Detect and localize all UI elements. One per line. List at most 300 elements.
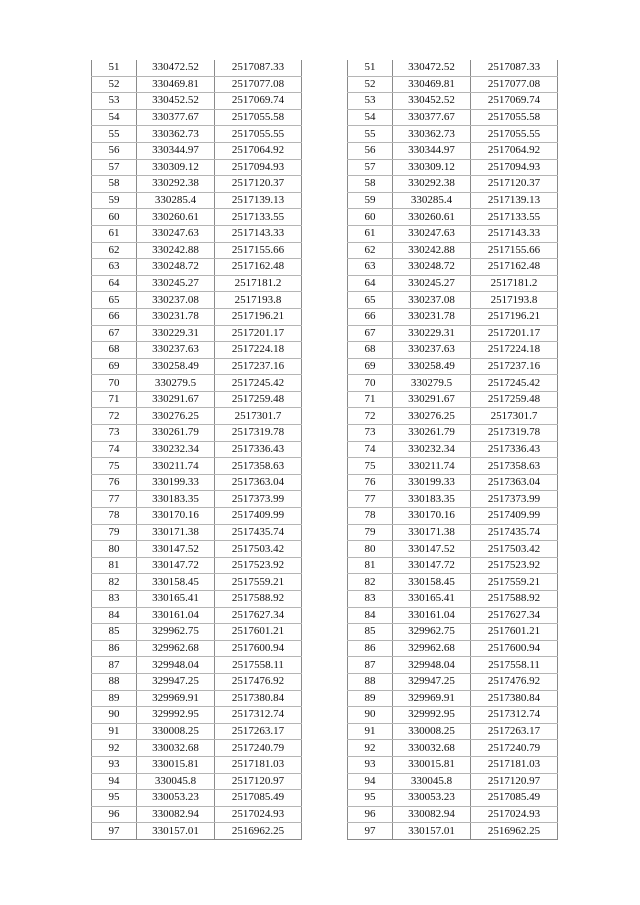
table-row [92, 76, 302, 93]
x-coordinate-cell: 330247.63 [137, 225, 215, 242]
table-row [348, 408, 558, 425]
table-row [348, 607, 558, 624]
point-number-cell: 89 [92, 690, 137, 707]
x-coordinate-cell: 330344.97 [393, 142, 471, 159]
table-row [348, 823, 558, 840]
y-coordinate-cell: 2517193.8 [215, 292, 302, 309]
y-coordinate-cell: 2517627.34 [215, 607, 302, 624]
x-coordinate-cell: 330245.27 [137, 275, 215, 292]
table-row [348, 690, 558, 707]
x-coordinate-cell: 330452.52 [137, 93, 215, 110]
table-row [348, 574, 558, 591]
x-coordinate-cell: 330242.88 [393, 242, 471, 259]
point-number-cell: 82 [92, 574, 137, 591]
table-row [348, 159, 558, 176]
y-coordinate-cell: 2517055.55 [471, 126, 558, 143]
table-row [92, 159, 302, 176]
table-row [348, 458, 558, 475]
point-number-cell: 76 [92, 474, 137, 491]
table-row [92, 474, 302, 491]
x-coordinate-cell: 330147.72 [137, 557, 215, 574]
table-row [348, 723, 558, 740]
table-row [92, 823, 302, 840]
point-number-cell: 65 [348, 292, 393, 309]
point-number-cell: 61 [348, 225, 393, 242]
x-coordinate-cell: 330199.33 [393, 474, 471, 491]
table-row [348, 375, 558, 392]
x-coordinate-cell: 330291.67 [393, 391, 471, 408]
point-number-cell: 93 [348, 756, 393, 773]
x-coordinate-cell: 330171.38 [137, 524, 215, 541]
table-row [92, 342, 302, 359]
table-row [92, 458, 302, 475]
table-row [92, 425, 302, 442]
x-coordinate-cell: 330472.52 [393, 60, 471, 76]
y-coordinate-cell: 2517224.18 [471, 342, 558, 359]
table-row [348, 425, 558, 442]
table-row [348, 325, 558, 342]
x-coordinate-cell: 330469.81 [137, 76, 215, 93]
y-coordinate-cell: 2517181.03 [471, 756, 558, 773]
table-row [348, 391, 558, 408]
x-coordinate-cell: 329947.25 [393, 673, 471, 690]
point-number-cell: 75 [92, 458, 137, 475]
table-row [92, 391, 302, 408]
x-coordinate-cell: 330285.4 [393, 192, 471, 209]
point-number-cell: 86 [92, 640, 137, 657]
table-row [348, 790, 558, 807]
x-coordinate-cell: 330248.72 [393, 259, 471, 276]
table-row [348, 60, 558, 76]
y-coordinate-cell: 2517435.74 [471, 524, 558, 541]
coordinate-table-left-body [92, 60, 302, 839]
table-row [92, 192, 302, 209]
x-coordinate-cell: 330260.61 [137, 209, 215, 226]
point-number-cell: 84 [92, 607, 137, 624]
point-number-cell: 63 [348, 259, 393, 276]
point-number-cell: 67 [348, 325, 393, 342]
point-number-cell: 69 [92, 358, 137, 375]
y-coordinate-cell: 2517588.92 [471, 591, 558, 608]
table-row [348, 126, 558, 143]
y-coordinate-cell: 2517120.37 [471, 176, 558, 193]
y-coordinate-cell: 2517301.7 [215, 408, 302, 425]
point-number-cell: 83 [348, 591, 393, 608]
table-row [92, 225, 302, 242]
x-coordinate-cell: 330285.4 [137, 192, 215, 209]
y-coordinate-cell: 2516962.25 [471, 823, 558, 840]
y-coordinate-cell: 2517435.74 [215, 524, 302, 541]
y-coordinate-cell: 2517201.17 [471, 325, 558, 342]
x-coordinate-cell: 330147.52 [137, 541, 215, 558]
x-coordinate-cell: 330377.67 [137, 109, 215, 126]
table-row [348, 756, 558, 773]
point-number-cell: 91 [348, 723, 393, 740]
y-coordinate-cell: 2517358.63 [215, 458, 302, 475]
point-number-cell: 70 [92, 375, 137, 392]
y-coordinate-cell: 2517120.97 [471, 773, 558, 790]
x-coordinate-cell: 329992.95 [137, 707, 215, 724]
y-coordinate-cell: 2517069.74 [471, 93, 558, 110]
point-number-cell: 60 [92, 209, 137, 226]
point-number-cell: 81 [348, 557, 393, 574]
y-coordinate-cell: 2517588.92 [215, 591, 302, 608]
y-coordinate-cell: 2517087.33 [215, 60, 302, 76]
y-coordinate-cell: 2517476.92 [215, 673, 302, 690]
table-row [92, 142, 302, 159]
x-coordinate-cell: 330292.38 [137, 176, 215, 193]
x-coordinate-cell: 330276.25 [393, 408, 471, 425]
y-coordinate-cell: 2517024.93 [215, 806, 302, 823]
point-number-cell: 65 [92, 292, 137, 309]
point-number-cell: 66 [92, 308, 137, 325]
x-coordinate-cell: 330279.5 [137, 375, 215, 392]
x-coordinate-cell: 329948.04 [137, 657, 215, 674]
x-coordinate-cell: 330008.25 [393, 723, 471, 740]
point-number-cell: 87 [92, 657, 137, 674]
y-coordinate-cell: 2517523.92 [215, 557, 302, 574]
x-coordinate-cell: 330472.52 [137, 60, 215, 76]
point-number-cell: 69 [348, 358, 393, 375]
point-number-cell: 63 [92, 259, 137, 276]
x-coordinate-cell: 330045.8 [393, 773, 471, 790]
y-coordinate-cell: 2517245.42 [471, 375, 558, 392]
x-coordinate-cell: 330237.63 [393, 342, 471, 359]
y-coordinate-cell: 2517055.58 [215, 109, 302, 126]
point-number-cell: 82 [348, 574, 393, 591]
y-coordinate-cell: 2517523.92 [471, 557, 558, 574]
y-coordinate-cell: 2517559.21 [215, 574, 302, 591]
coordinate-table-right-body [348, 60, 558, 839]
x-coordinate-cell: 330147.72 [393, 557, 471, 574]
table-row [92, 707, 302, 724]
y-coordinate-cell: 2517193.8 [471, 292, 558, 309]
point-number-cell: 80 [348, 541, 393, 558]
x-coordinate-cell: 330245.27 [393, 275, 471, 292]
point-number-cell: 52 [92, 76, 137, 93]
table-row [348, 640, 558, 657]
y-coordinate-cell: 2517120.37 [215, 176, 302, 193]
table-row [92, 640, 302, 657]
x-coordinate-cell: 330032.68 [393, 740, 471, 757]
table-row [92, 491, 302, 508]
table-row [348, 225, 558, 242]
table-row [92, 292, 302, 309]
point-number-cell: 57 [92, 159, 137, 176]
y-coordinate-cell: 2517627.34 [471, 607, 558, 624]
table-row [92, 624, 302, 641]
table-row [92, 790, 302, 807]
point-number-cell: 92 [348, 740, 393, 757]
point-number-cell: 72 [92, 408, 137, 425]
y-coordinate-cell: 2517301.7 [471, 408, 558, 425]
x-coordinate-cell: 330053.23 [137, 790, 215, 807]
table-row [92, 557, 302, 574]
table-row [92, 524, 302, 541]
y-coordinate-cell: 2517259.48 [215, 391, 302, 408]
point-number-cell: 55 [92, 126, 137, 143]
table-row [348, 441, 558, 458]
table-row [348, 557, 558, 574]
point-number-cell: 72 [348, 408, 393, 425]
point-number-cell: 88 [92, 673, 137, 690]
table-row [348, 591, 558, 608]
point-number-cell: 71 [92, 391, 137, 408]
x-coordinate-cell: 330147.52 [393, 541, 471, 558]
y-coordinate-cell: 2517259.48 [471, 391, 558, 408]
point-number-cell: 85 [92, 624, 137, 641]
point-number-cell: 96 [348, 806, 393, 823]
table-row [92, 126, 302, 143]
table-row [348, 508, 558, 525]
point-number-cell: 67 [92, 325, 137, 342]
y-coordinate-cell: 2517363.04 [215, 474, 302, 491]
x-coordinate-cell: 330183.35 [137, 491, 215, 508]
x-coordinate-cell: 330008.25 [137, 723, 215, 740]
point-number-cell: 64 [92, 275, 137, 292]
table-row [348, 93, 558, 110]
table-row [92, 574, 302, 591]
y-coordinate-cell: 2517319.78 [471, 425, 558, 442]
point-number-cell: 78 [348, 508, 393, 525]
point-number-cell: 86 [348, 640, 393, 657]
point-number-cell: 53 [348, 93, 393, 110]
table-row [92, 673, 302, 690]
x-coordinate-cell: 330232.34 [393, 441, 471, 458]
y-coordinate-cell: 2517077.08 [215, 76, 302, 93]
y-coordinate-cell: 2517409.99 [471, 508, 558, 525]
point-number-cell: 51 [92, 60, 137, 76]
y-coordinate-cell: 2517503.42 [471, 541, 558, 558]
table-row [92, 275, 302, 292]
x-coordinate-cell: 329962.75 [393, 624, 471, 641]
point-number-cell: 90 [348, 707, 393, 724]
table-row [348, 142, 558, 159]
x-coordinate-cell: 330161.04 [393, 607, 471, 624]
y-coordinate-cell: 2517559.21 [471, 574, 558, 591]
point-number-cell: 59 [92, 192, 137, 209]
x-coordinate-cell: 330309.12 [393, 159, 471, 176]
x-coordinate-cell: 330211.74 [137, 458, 215, 475]
x-coordinate-cell: 330082.94 [393, 806, 471, 823]
point-number-cell: 91 [92, 723, 137, 740]
x-coordinate-cell: 330229.31 [137, 325, 215, 342]
table-row [348, 209, 558, 226]
y-coordinate-cell: 2517196.21 [471, 308, 558, 325]
table-row [92, 109, 302, 126]
table-row [92, 242, 302, 259]
point-number-cell: 61 [92, 225, 137, 242]
y-coordinate-cell: 2517120.97 [215, 773, 302, 790]
table-row [92, 441, 302, 458]
table-row [348, 242, 558, 259]
x-coordinate-cell: 330377.67 [393, 109, 471, 126]
table-row [92, 607, 302, 624]
point-number-cell: 97 [348, 823, 393, 840]
point-number-cell: 56 [348, 142, 393, 159]
point-number-cell: 71 [348, 391, 393, 408]
point-number-cell: 52 [348, 76, 393, 93]
y-coordinate-cell: 2517245.42 [215, 375, 302, 392]
x-coordinate-cell: 330170.16 [393, 508, 471, 525]
x-coordinate-cell: 330260.61 [393, 209, 471, 226]
point-number-cell: 59 [348, 192, 393, 209]
x-coordinate-cell: 330211.74 [393, 458, 471, 475]
point-number-cell: 80 [92, 541, 137, 558]
table-row [92, 176, 302, 193]
table-row [92, 60, 302, 76]
x-coordinate-cell: 329969.91 [393, 690, 471, 707]
point-number-cell: 68 [92, 342, 137, 359]
y-coordinate-cell: 2517094.93 [215, 159, 302, 176]
table-row [348, 707, 558, 724]
table-row [92, 408, 302, 425]
y-coordinate-cell: 2517601.21 [471, 624, 558, 641]
table-row [92, 773, 302, 790]
x-coordinate-cell: 330237.08 [137, 292, 215, 309]
x-coordinate-cell: 330258.49 [137, 358, 215, 375]
y-coordinate-cell: 2517312.74 [471, 707, 558, 724]
table-row [348, 673, 558, 690]
y-coordinate-cell: 2517237.16 [471, 358, 558, 375]
x-coordinate-cell: 330229.31 [393, 325, 471, 342]
x-coordinate-cell: 329948.04 [393, 657, 471, 674]
point-number-cell: 62 [348, 242, 393, 259]
y-coordinate-cell: 2517336.43 [215, 441, 302, 458]
x-coordinate-cell: 330248.72 [137, 259, 215, 276]
table-row [348, 176, 558, 193]
x-coordinate-cell: 330279.5 [393, 375, 471, 392]
point-number-cell: 75 [348, 458, 393, 475]
point-number-cell: 74 [348, 441, 393, 458]
table-row [348, 76, 558, 93]
point-number-cell: 92 [92, 740, 137, 757]
point-number-cell: 64 [348, 275, 393, 292]
point-number-cell: 95 [92, 790, 137, 807]
point-number-cell: 58 [92, 176, 137, 193]
point-number-cell: 87 [348, 657, 393, 674]
point-number-cell: 66 [348, 308, 393, 325]
table-row [92, 259, 302, 276]
y-coordinate-cell: 2517201.17 [215, 325, 302, 342]
x-coordinate-cell: 329969.91 [137, 690, 215, 707]
x-coordinate-cell: 330165.41 [393, 591, 471, 608]
table-row [348, 308, 558, 325]
table-row [92, 591, 302, 608]
x-coordinate-cell: 330045.8 [137, 773, 215, 790]
y-coordinate-cell: 2517094.93 [471, 159, 558, 176]
x-coordinate-cell: 330242.88 [137, 242, 215, 259]
y-coordinate-cell: 2517558.11 [471, 657, 558, 674]
table-row [348, 624, 558, 641]
point-number-cell: 77 [92, 491, 137, 508]
y-coordinate-cell: 2517503.42 [215, 541, 302, 558]
x-coordinate-cell: 329962.68 [393, 640, 471, 657]
x-coordinate-cell: 330199.33 [137, 474, 215, 491]
point-number-cell: 81 [92, 557, 137, 574]
table-row [92, 508, 302, 525]
table-row [92, 93, 302, 110]
x-coordinate-cell: 330158.45 [393, 574, 471, 591]
y-coordinate-cell: 2517143.33 [215, 225, 302, 242]
y-coordinate-cell: 2517409.99 [215, 508, 302, 525]
x-coordinate-cell: 330165.41 [137, 591, 215, 608]
x-coordinate-cell: 330158.45 [137, 574, 215, 591]
x-coordinate-cell: 330261.79 [393, 425, 471, 442]
y-coordinate-cell: 2517162.48 [471, 259, 558, 276]
x-coordinate-cell: 330157.01 [393, 823, 471, 840]
x-coordinate-cell: 329947.25 [137, 673, 215, 690]
table-row [348, 541, 558, 558]
x-coordinate-cell: 330171.38 [393, 524, 471, 541]
table-row [348, 773, 558, 790]
table-row [348, 292, 558, 309]
y-coordinate-cell: 2517085.49 [471, 790, 558, 807]
table-row [348, 491, 558, 508]
x-coordinate-cell: 330452.52 [393, 93, 471, 110]
x-coordinate-cell: 330362.73 [393, 126, 471, 143]
table-row [348, 358, 558, 375]
point-number-cell: 83 [92, 591, 137, 608]
y-coordinate-cell: 2517155.66 [471, 242, 558, 259]
table-row [348, 474, 558, 491]
point-number-cell: 90 [92, 707, 137, 724]
table-row [348, 740, 558, 757]
x-coordinate-cell: 329962.75 [137, 624, 215, 641]
point-number-cell: 56 [92, 142, 137, 159]
point-number-cell: 88 [348, 673, 393, 690]
x-coordinate-cell: 330237.08 [393, 292, 471, 309]
point-number-cell: 93 [92, 756, 137, 773]
point-number-cell: 97 [92, 823, 137, 840]
y-coordinate-cell: 2517373.99 [471, 491, 558, 508]
y-coordinate-cell: 2517237.16 [215, 358, 302, 375]
y-coordinate-cell: 2517055.58 [471, 109, 558, 126]
y-coordinate-cell: 2517373.99 [215, 491, 302, 508]
y-coordinate-cell: 2517336.43 [471, 441, 558, 458]
y-coordinate-cell: 2517263.17 [215, 723, 302, 740]
point-number-cell: 60 [348, 209, 393, 226]
y-coordinate-cell: 2517181.2 [215, 275, 302, 292]
table-row [348, 524, 558, 541]
y-coordinate-cell: 2517077.08 [471, 76, 558, 93]
point-number-cell: 70 [348, 375, 393, 392]
coordinate-table-right [347, 60, 558, 840]
table-row [92, 325, 302, 342]
point-number-cell: 89 [348, 690, 393, 707]
table-row [92, 308, 302, 325]
x-coordinate-cell: 330157.01 [137, 823, 215, 840]
y-coordinate-cell: 2517600.94 [471, 640, 558, 657]
y-coordinate-cell: 2517558.11 [215, 657, 302, 674]
x-coordinate-cell: 330258.49 [393, 358, 471, 375]
y-coordinate-cell: 2517224.18 [215, 342, 302, 359]
y-coordinate-cell: 2517380.84 [215, 690, 302, 707]
point-number-cell: 84 [348, 607, 393, 624]
table-row [92, 541, 302, 558]
y-coordinate-cell: 2517139.13 [215, 192, 302, 209]
table-row [348, 657, 558, 674]
point-number-cell: 96 [92, 806, 137, 823]
y-coordinate-cell: 2517064.92 [215, 142, 302, 159]
y-coordinate-cell: 2517476.92 [471, 673, 558, 690]
x-coordinate-cell: 330015.81 [393, 756, 471, 773]
y-coordinate-cell: 2517162.48 [215, 259, 302, 276]
point-number-cell: 53 [92, 93, 137, 110]
point-number-cell: 77 [348, 491, 393, 508]
table-row [92, 358, 302, 375]
x-coordinate-cell: 330161.04 [137, 607, 215, 624]
